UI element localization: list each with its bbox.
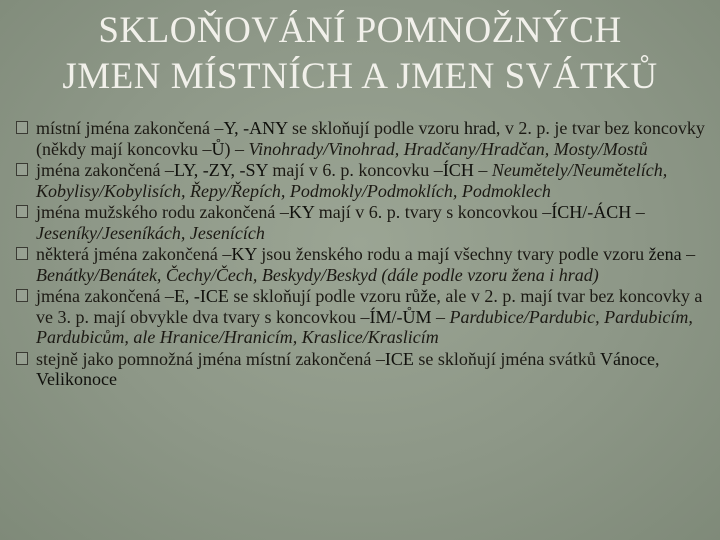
bullet-icon <box>16 352 28 365</box>
item-keyword: E, -ICE <box>173 286 229 306</box>
item-examples: Neumětely/Neumětelích, Kobylisy/Kobylisích, Řepy/Řepích, Podmokly/Podmoklích, Podmoklech <box>36 160 668 201</box>
item-text: místní jména zakončená – <box>36 118 224 138</box>
item-keyword: Y, -ANY <box>223 118 288 138</box>
list-item <box>16 349 712 390</box>
item-examples: Jeseníky/Jeseníkách, Jesenících <box>36 222 265 243</box>
item-text: , ale v 2. p. mají tvar bez koncovky a ve 3. p. mají obvykle dva tvary s koncovkou – <box>36 286 703 327</box>
item-text: některá jména zakončená – <box>36 244 232 264</box>
item-text: – <box>431 306 450 327</box>
item-examples: Benátky/Benátek, Čechy/Čech, Beskydy/Beskyd (dále podle vzoru žena i hrad) <box>36 264 599 285</box>
slide-title <box>20 8 700 100</box>
item-text: se skloňují jména svátků <box>413 348 601 369</box>
item-text: , <box>655 348 660 369</box>
bullet-list <box>16 118 712 391</box>
bullet-icon <box>16 289 28 302</box>
item-text: – <box>681 244 696 264</box>
bullet-icon <box>16 205 28 218</box>
list-item <box>16 286 712 348</box>
item-keyword: růže <box>405 286 437 306</box>
item-keyword: Velikonoce <box>36 369 117 389</box>
item-text: jména zakončená – <box>36 286 174 306</box>
bullet-icon <box>16 163 28 176</box>
item-text: ) – <box>224 138 249 159</box>
item-keyword: hrad <box>463 118 496 138</box>
item-keyword: KY <box>288 202 315 222</box>
item-text: – <box>631 202 645 222</box>
bullet-icon <box>16 247 28 260</box>
list-item <box>16 202 712 243</box>
item-examples: Vinohrady/Vinohrad, Hradčany/Hradčan, Mosty/Mostů <box>248 138 648 159</box>
item-text: se skloňují podle vzoru <box>287 118 464 138</box>
item-keyword: ÍM/-ŮM <box>369 306 432 327</box>
item-text: , v 2. p. je tvar bez koncovky (někdy mají koncovku – <box>36 118 705 159</box>
item-text: jména zakončená – <box>36 160 174 180</box>
item-keyword: Vánoce <box>600 348 656 369</box>
item-keyword: Ů <box>211 138 225 159</box>
item-text: se skloňují podle vzoru <box>228 286 406 306</box>
item-text: mají v 6. p. koncovku – <box>267 160 443 180</box>
item-keyword: ÍCH <box>442 160 474 180</box>
item-keyword: KY <box>231 244 257 264</box>
item-text: – <box>473 160 492 180</box>
bullet-icon <box>16 121 28 134</box>
item-text: stejně jako pomnožná jména místní zakončená – <box>36 348 385 369</box>
item-text: jsou ženského rodu a mají všechny tvary podle vzoru <box>256 244 649 264</box>
item-text: jména mužského rodu zakončená – <box>36 202 289 222</box>
list-item <box>16 244 712 285</box>
item-keyword: LY, -ZY, -SY <box>173 160 268 180</box>
list-item <box>16 118 712 159</box>
title-line-1: SKLOŇOVÁNÍ POMNOŽNÝCH <box>98 10 622 51</box>
item-keyword: ICE <box>384 348 414 369</box>
list-item <box>16 160 712 201</box>
item-examples: Pardubice/Pardubic, Pardubicím, Pardubicům, ale Hranice/Hranicím, Kraslice/Kraslicím <box>36 306 693 347</box>
item-keyword: žena <box>648 244 682 264</box>
item-keyword: ÍCH/-ÁCH <box>551 202 632 222</box>
item-text: mají v 6. p. tvary s koncovkou – <box>314 202 552 222</box>
title-line-2: JMEN MÍSTNÍCH A JMEN SVÁTKŮ <box>62 56 658 97</box>
